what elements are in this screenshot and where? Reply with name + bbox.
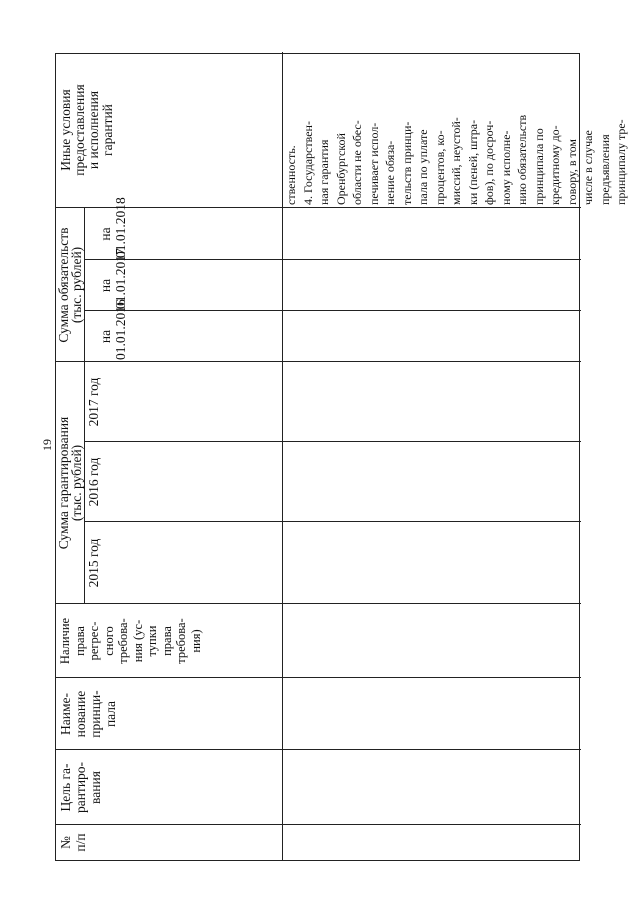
header-date-2018: на 01.01.2018	[98, 197, 128, 258]
header-obligations-amount: Сумма обязательств (тыс. рублей)	[56, 227, 84, 343]
text-line: принципалу тре-	[614, 119, 628, 205]
text-line: тельств принци-	[399, 121, 414, 205]
text-line: Оренбургской	[333, 133, 348, 205]
header-date-2017: на 01.01.2017	[98, 248, 128, 309]
text-line: миссий, неустой-	[449, 117, 463, 205]
header-regress-right: Наличие права регрес- сного требова- ния (ус- тупки права требова- ния)	[58, 617, 203, 665]
header-year-2016: 2016 год	[86, 457, 101, 507]
header-num: № п/п	[58, 833, 88, 852]
text-line: говору, в том	[564, 139, 579, 205]
text-line: 4. Государствен-	[300, 121, 315, 205]
text-line: ному исполне-	[498, 130, 513, 205]
text-line: печивает испол-	[366, 122, 381, 205]
guarantee-table	[55, 53, 628, 861]
header-guarantee-amount: Сумма гарантирования (тыс. рублей)	[56, 416, 84, 550]
text-line: ная гарантия	[317, 139, 331, 205]
text-line: пала по уплате	[416, 129, 430, 205]
header-principal: Наиме- нование принци- пала	[58, 690, 118, 738]
text-line: нию обязательств	[515, 114, 529, 205]
text-line: кредитному до-	[548, 125, 562, 205]
other-conditions-text	[282, 52, 628, 208]
text-line: числе в случае	[581, 130, 595, 205]
text-line: ственность.	[284, 145, 298, 205]
header-date-2016: на 01.01.2016	[98, 299, 128, 360]
header-other-conditions: Иные условия предоставления и исполнения гарантий	[58, 84, 115, 176]
text-line: нение обяза-	[383, 140, 397, 205]
page-number: 19	[40, 439, 54, 451]
text-line: процентов, ко-	[432, 130, 447, 205]
text-line: области не обес-	[350, 120, 364, 205]
text-line: принципала по	[531, 128, 546, 205]
header-year-2017: 2017 год	[86, 377, 101, 427]
header-year-2015: 2015 год	[86, 538, 101, 588]
header-purpose: Цель га- рантиро- вания	[58, 761, 103, 814]
text-line: ки (пеней, штра-	[465, 119, 480, 205]
text-line: фов), по досроч-	[482, 120, 496, 205]
text-line: предъявления	[597, 134, 612, 205]
